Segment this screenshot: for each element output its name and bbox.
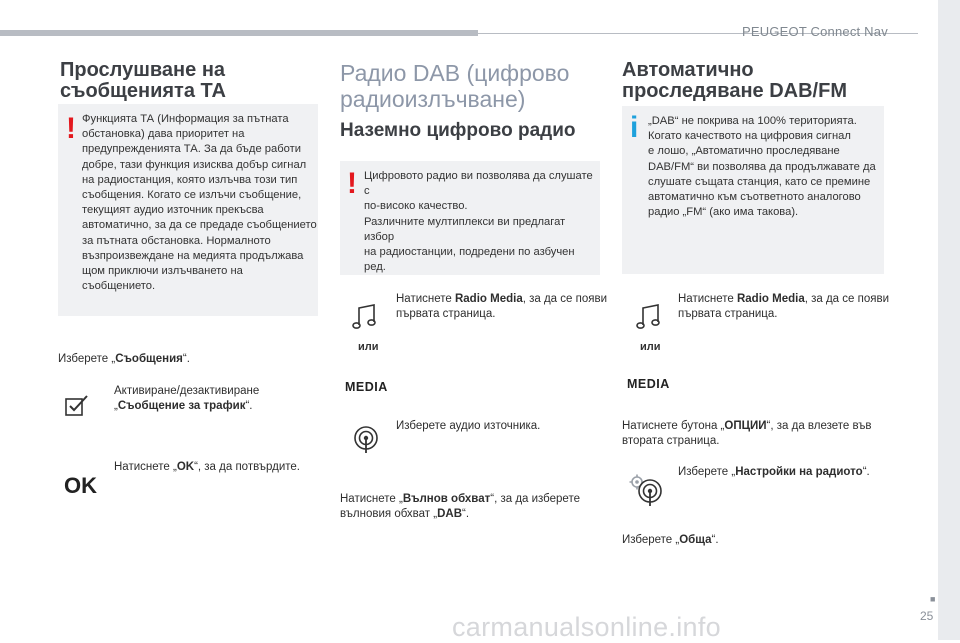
header-rule-thick: [0, 30, 478, 36]
toggle-traffic-instruction: Активиране/дезактивиране „Съобщение за трафик“.: [114, 385, 260, 412]
warning-icon: !: [66, 112, 76, 145]
ta-warning-text: Функцията ТА (Информация за пътната обстановка) дава приоритет на предупрежденията ТА. За да бъде работи добре, тази функция изисква добър сигнал на радиостанция, която излъчва този тип съобщения. Когато се излъчи съобщение, текущият аудио източник прекъсва автоматично, за да се предаде съобщението за пътната обстановка. Нормалното възпроизвеждане на медията продължава щом приключи излъчването на съобщението.: [82, 113, 317, 293]
ta-warning-box: [58, 104, 318, 316]
media-button[interactable]: MEDIA: [627, 377, 670, 391]
dab-info-box: [622, 106, 884, 274]
press-options-instruction: Натиснете бутона „ОПЦИИ“, за да влезете във втората страница.: [622, 420, 872, 447]
dab-warning-box: [340, 161, 600, 275]
radio-settings-icon[interactable]: [628, 473, 666, 512]
watermark: carmanualsonline.info: [452, 612, 721, 642]
or-label: или: [358, 341, 379, 353]
warning-icon: !: [347, 167, 357, 200]
confirm-instruction: Натиснете „OK“, за да потвърдите.: [114, 461, 300, 473]
radio-source-icon[interactable]: [352, 424, 380, 459]
col1-heading: Прослушване на съобщенията ТА: [60, 59, 226, 102]
press-radio-media-instruction: Натиснете Radio Media, за да се появи първата страница.: [678, 293, 889, 320]
page-number: 25: [920, 609, 934, 623]
auto-follow-heading: Автоматично проследяване DAB/FM: [622, 59, 847, 102]
page-marker: ■: [930, 594, 936, 604]
select-source-instruction: Изберете аудио източника.: [396, 420, 541, 432]
dab-warning-text: Цифровото радио ви позволява да слушате с по-високо качество. Различните мултиплекси ви предлагат избор на радиостанции, подредени по азбучен ред.: [364, 170, 593, 274]
music-note-icon[interactable]: [352, 303, 378, 336]
header-title: PEUGEOT Connect Nav: [742, 24, 888, 39]
media-button[interactable]: MEDIA: [345, 380, 388, 394]
press-radio-media-instruction: Натиснете Radio Media, за да се появи първата страница.: [396, 293, 607, 320]
select-band-instruction: Натиснете „Вълнов обхват“, за да изберете вълновия обхват „DAB“.: [340, 493, 580, 520]
select-radio-settings-instruction: Изберете „Настройки на радиото“.: [678, 466, 870, 478]
info-icon: i: [630, 111, 639, 144]
select-general-instruction: Изберете „Обща“.: [622, 534, 719, 546]
dab-info-text: „DAB“ не покрива на 100% територията. Когато качеството на цифровия сигнал е лошо, „Автоматично проследяване DAB/FM“ ви позволява да продължавате да слушате същата станция, като се премине автоматично към съответното аналогово радио „FM“ (ако има такова).: [648, 115, 876, 219]
music-note-icon[interactable]: [636, 303, 662, 336]
side-margin-strip: [938, 0, 960, 640]
terrestrial-heading: Наземно цифрово радио: [340, 120, 576, 141]
dab-title: Радио DAB (цифрово радиоизлъчване): [340, 60, 570, 112]
checkbox-icon[interactable]: [63, 394, 91, 423]
or-label: или: [640, 341, 661, 353]
ok-button[interactable]: OK: [64, 473, 97, 498]
select-messages-instruction: Изберете „Съобщения“.: [58, 353, 190, 365]
